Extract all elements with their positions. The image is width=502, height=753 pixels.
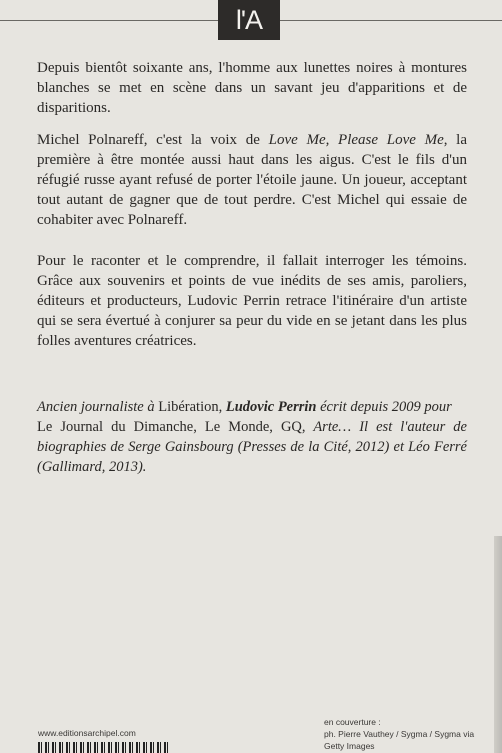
bio-text-2: écrit depuis 2009 pour <box>316 399 452 415</box>
bio-text-3: Il est l'auteur de biographies de Serge Gainsbourg (Presses de la Cité, 2012) et Léo Ferré (Gallimard, 2013). <box>37 419 467 475</box>
cover-credit-label: en couverture : <box>324 717 381 727</box>
barcode <box>38 742 168 753</box>
bio-arte: Arte… <box>305 419 360 435</box>
author-bio <box>37 397 467 477</box>
author-name: Ludovic Perrin <box>225 399 317 415</box>
paragraph-polnareff <box>37 130 467 241</box>
bio-comma: , <box>218 399 226 415</box>
edge-strip <box>494 536 502 753</box>
bio-publications: Le Journal du Dimanche, Le Monde, GQ, <box>37 419 306 435</box>
publisher-logo: l'A <box>218 0 280 40</box>
paragraph-intro <box>37 58 467 129</box>
cover-credit <box>324 716 496 752</box>
paragraph-2-text: Michel Polnareff, c'est la voix de <box>37 132 269 148</box>
bio-newspaper: Libération <box>158 399 219 415</box>
bio-text: Ancien journaliste à <box>37 399 159 415</box>
paragraph-2 <box>37 130 467 230</box>
paragraph-3: Pour le raconter et le comprendre, il fallait interroger les témoins. Grâce aux souvenirs et points de vue inédits de ses amis, paroliers, éditeurs et producteurs, Ludovic Perrin retrace l'itinéraire d'un artiste qui se sera évertué à conjurer sa peur du vide en se jetant dans les plus folles aventures créatrices. <box>37 253 467 349</box>
top-rule-right <box>280 20 502 21</box>
paragraph-2-text-cont: , la première à être montée aussi haut dans les aigus. C'est le fils d'un réfugié russe ayant refusé de porter l'étoile jaune. Un joueur, acceptant tout autant de gagner que de tout perdre. C'est Michel qui essaie de cohabiter avec Polnareff. <box>37 132 468 228</box>
top-rule-left <box>0 20 218 21</box>
paragraph-1: Depuis bientôt soixante ans, l'homme aux lunettes noires à montures blanches se met en scène dans un savant jeu d'apparitions et de disparitions. <box>37 60 467 116</box>
song-title: Love Me, Please Love Me <box>268 132 444 148</box>
publisher-website: www.editionsarchipel.com <box>38 728 136 738</box>
cover-credit-photographer: ph. Pierre Vauthey / Sygma / Sygma via Getty Images <box>324 729 475 751</box>
paragraph-temoins <box>37 251 467 362</box>
